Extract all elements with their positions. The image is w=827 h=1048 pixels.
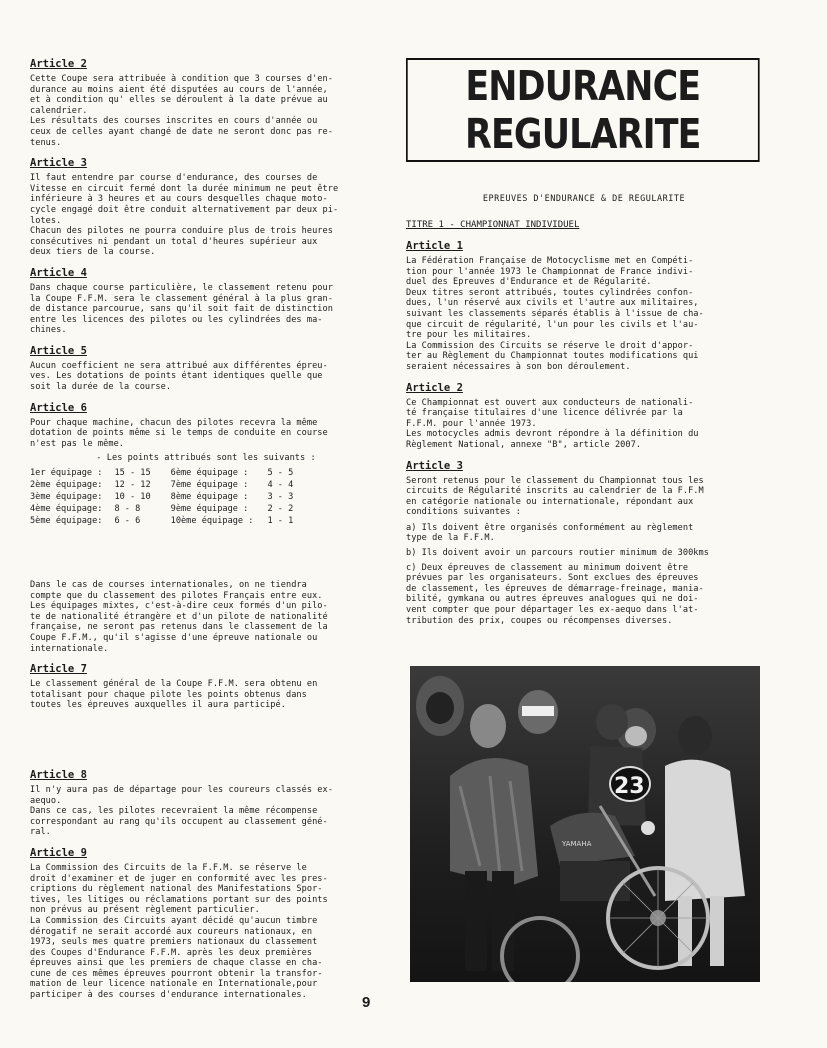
points-rank: 6ème équipage : (170, 468, 249, 479)
article-heading: Article 9 (30, 846, 87, 859)
titre-heading: TITRE 1 - CHAMPIONNAT INDIVIDUEL (406, 220, 580, 230)
article-heading: Article 3 (30, 157, 87, 170)
article-text: Le classement général de la Coupe F.F.M. sera obtenu en totalisant pour chaque pilote les points obtenus dans toutes les épreuves auxquelles il aura participé. (30, 679, 318, 711)
points-value: 8 - 8 (114, 504, 141, 515)
points-value: 6 - 6 (114, 516, 141, 527)
points-rank: 7ème équipage : (170, 480, 249, 491)
page-number: 9 (362, 994, 371, 1011)
photo-illustration (410, 666, 760, 982)
article-text: Dans le cas de courses internationales, on ne tiendra compte que du classement des pilotes Français entre eux. Les équipages mixtes, c'est-à-dire ceux formés d'un pilo- te de nationalité étrangère et d'un pilote de nationalité française, ne seront pas retenus dans le classement de la Coupe F.F.M., qu'il s'agisse d'une épreuve nationale ou internationale. (30, 580, 328, 654)
article-text: Seront retenus pour le classement du Championnat tous les circuits de Régularité inscrits au calendrier de la F.F.M en catégorie nationale ou internationale, répondant aux conditions suivantes : (406, 475, 704, 518)
points-value: 1 - 1 (267, 516, 294, 527)
article-heading: Article 4 (30, 266, 87, 279)
points-table (30, 468, 297, 528)
race-number: 23 (614, 774, 645, 799)
article-heading: Article 5 (30, 344, 87, 357)
points-rank: 5ème équipage: (30, 516, 103, 527)
points-rank: 9ème équipage : (170, 504, 249, 515)
article-text: Cette Coupe sera attribuée à condition que 3 courses d'en- durance au moins aient été disputées au cours de l'année, et à condition qu' elles se déroulent à la date prévue au calendrier. Les résultats des courses inscrites en cours d'année ou ceux de celles ayant changé de date ne seront donc pas re- tenus. (30, 74, 333, 148)
points-value: 5 - 5 (267, 468, 294, 479)
points-value: 15 - 15 (114, 468, 151, 479)
points-value: 2 - 2 (267, 504, 294, 515)
condition-a: a) Ils doivent être organisés conformément au règlement type de la F.F.M. (406, 522, 694, 544)
points-intro: - Les points attribués sont les suivants : (96, 453, 316, 464)
article-heading: Article 3 (406, 459, 463, 472)
article-text: Aucun coefficient ne sera attribué aux différentes épreu- ves. Les dotations de points étant identiques quelle que soit la durée de la course. (30, 360, 328, 393)
title-line: ENDURANCE (465, 62, 701, 110)
points-row (30, 516, 297, 528)
title-line: REGULARITE (464, 110, 701, 158)
article-text: Il faut entendre par course d'endurance, des courses de Vitesse en circuit fermé dont la durée minimum ne peut être inférieure à 3 heures et au cours desquelles chaque moto- cycle engagé doit être conduit alternativement par deux pi- lotes. Chacun des pilotes ne pourra conduire plus de trois heures consécutives ni pendant un total d'heures supérieur aux deux tiers de la course. (30, 173, 339, 258)
condition-c: c) Deux épreuves de classement au minimum doivent être prévues par les organisateurs. Sont exclues des épreuves de classement, les épreuves de démarrage-freinage, mania- bilité, gymkana ou autres épreuves analogues qui ne doi- vent compter que pour départager les ex-aequo dans l'at- tribution des prix, coupes ou récompenses diverses. (406, 562, 704, 626)
article-text: La Commission des Circuits de la F.F.M. se réserve le droit d'examiner et de juger en conformité avec les pres- criptions du règlement national des Manifestations Spor- tives, les litiges ou réclamations portant sur des points non prévus au présent règlement particulier. La Commission des Circuits ayant décidé qu'aucun timbre dérogatif ne serait accordé aux coureurs nationaux, en 1973, seuls mes quatre premiers nationaux du classement des Coupes d'Endurance F.F.M. après les deux premières épreuves ainsi que les premiers de chaque classe en cha- cune de ces mêmes épreuves pourront obtenir la transfor- mation de leur licence nationale en Internationale,pour participer à des courses d'endurance internationales. (30, 862, 328, 1001)
points-rank: 10ème équipage : (170, 516, 254, 527)
points-rank: 3ème équipage: (30, 492, 103, 503)
right-column (406, 58, 762, 635)
points-rank: 1er équipage : (30, 468, 103, 479)
points-rank: 8ème équipage : (170, 492, 249, 503)
article-heading: Article 2 (406, 381, 463, 394)
points-rank: 2ème équipage: (30, 480, 103, 491)
points-value: 10 - 10 (114, 492, 151, 503)
article-text: La Fédération Française de Motocyclisme met en Compéti- tion pour l'année 1973 le Championnat de France indivi- duel des Epreuves d'Endurance et de Régularité. Deux titres seront attribués, toutes cylindrées confon- dues, l'un réservé aux civils et l'autre aux militaires, suivant les classements séparés établis à l'issue de cha- que circuit de régularité, l'un pour les civils et l'au- tre pour les militaires. La Commission des Circuits se réserve le droit d'appor- ter au Règlement du Championnat toutes modifications qui seraient nécessaires à son bon déroulement. (406, 256, 704, 372)
article-text: Pour chaque machine, chacun des pilotes recevra la même dotation de points même si le temps de conduite en course n'est pas le même. (30, 417, 328, 449)
article-heading: Article 8 (30, 768, 87, 781)
points-row (30, 492, 297, 504)
points-rank: 4ème équipage: (30, 504, 103, 515)
condition-b: b) Ils doivent avoir un parcours routier minimum de 300kms (406, 548, 709, 559)
article-text: Dans chaque course particulière, le classement retenu pour la Coupe F.F.M. sera le classement général à la plus gran- de distance parcourue, sans qu'il soit fait de distinction entre les licences des pilotes ou les cylindrées des ma- chines. (30, 282, 333, 336)
points-row (30, 504, 297, 516)
article-heading: Article 6 (30, 401, 87, 414)
points-value: 3 - 3 (267, 492, 294, 503)
article-text: Ce Championnat est ouvert aux conducteurs de nationali- té française titulaires d'une licence délivrée par la F.F.M. pour l'année 1973. Les motocycles admis devront répondre à la définition du Règlement National, annexe "B", article 2007. (406, 397, 699, 450)
points-value: 4 - 4 (267, 480, 294, 491)
points-row (30, 468, 297, 480)
tank-logo: YAMAHA (562, 840, 592, 848)
article-text: Il n'y aura pas de départage pour les coureurs classés ex- aequo. Dans ce cas, les pilotes recevraient la même récompense correspondant au rang qu'ils occupent au classement géné- ral. (30, 784, 333, 838)
subtitle: EPREUVES D'ENDURANCE & DE REGULARITE (482, 194, 686, 204)
article-heading: Article 1 (406, 240, 463, 252)
section-title-box (406, 58, 760, 162)
points-row (30, 480, 297, 492)
article-heading: Article 2 (30, 58, 87, 70)
article-heading: Article 7 (30, 663, 87, 676)
left-column (30, 58, 382, 1010)
points-value: 12 - 12 (114, 480, 151, 491)
motorcycle-photo (410, 666, 760, 982)
